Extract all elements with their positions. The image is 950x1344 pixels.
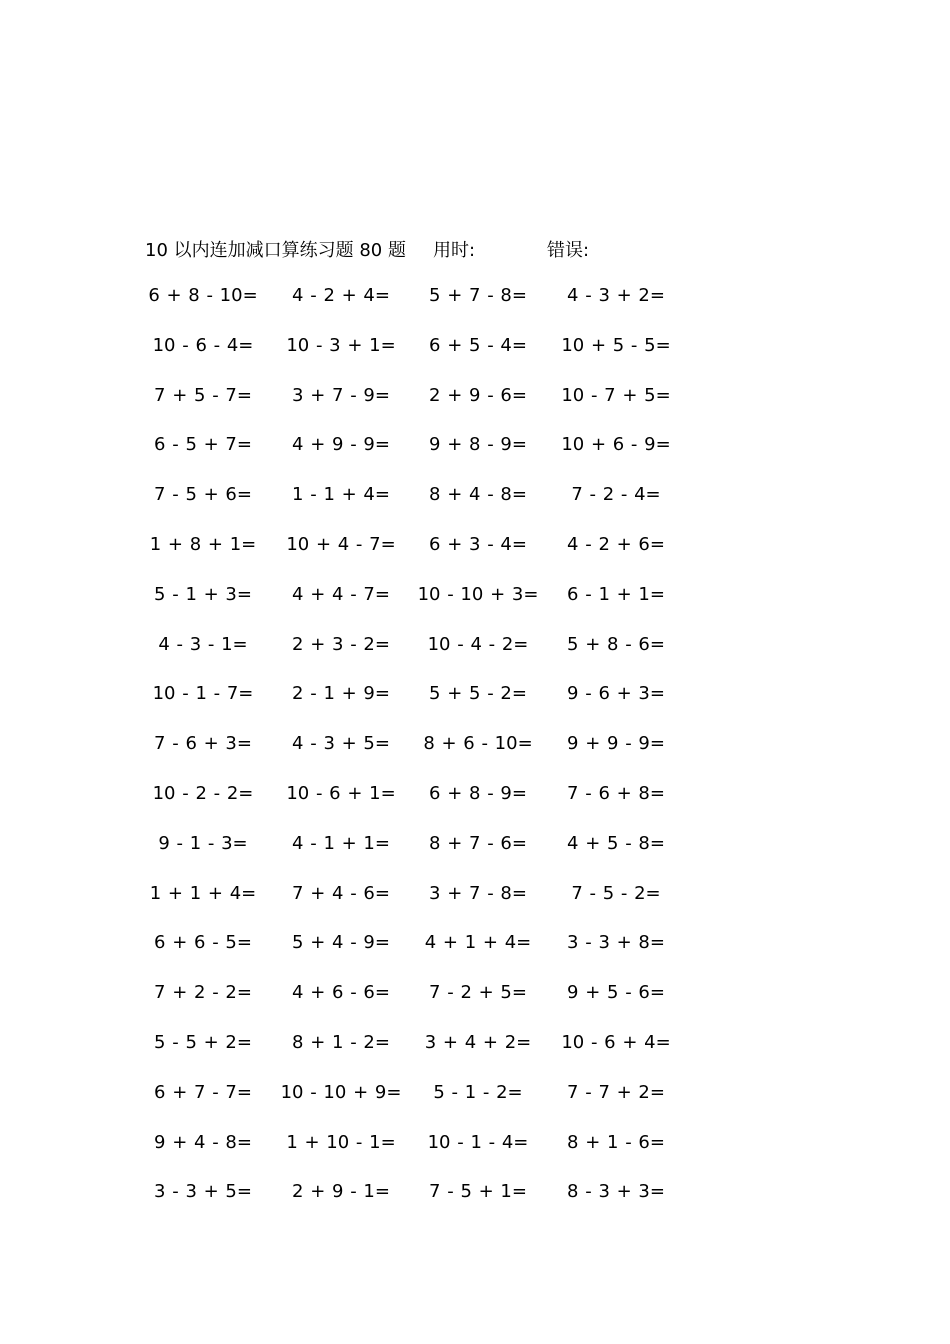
problem-row	[0, 335, 950, 385]
math-problem: 10 + 5 - 5=	[561, 334, 671, 356]
math-problem: 3 - 3 + 5=	[154, 1181, 252, 1203]
math-problem: 6 + 7 - 7=	[154, 1081, 252, 1103]
math-problem: 5 - 1 - 2=	[433, 1081, 523, 1103]
math-problem: 8 - 3 + 3=	[567, 1181, 665, 1203]
worksheet-header	[0, 236, 950, 264]
math-problem: 7 + 2 - 2=	[154, 982, 252, 1004]
math-problem: 9 - 6 + 3=	[567, 683, 665, 705]
math-problem: 6 + 8 - 10=	[148, 285, 258, 306]
math-problem: 7 + 5 - 7=	[154, 384, 252, 406]
math-problem: 6 + 3 - 4=	[429, 533, 527, 555]
math-problem: 2 - 1 + 9=	[292, 683, 390, 705]
math-problem: 9 - 1 - 3=	[158, 832, 248, 854]
math-problem: 6 + 8 - 9=	[429, 782, 527, 804]
math-problem: 10 - 10 + 9=	[280, 1081, 402, 1103]
math-problem: 1 + 1 + 4=	[149, 882, 257, 904]
math-problem: 1 + 10 - 1=	[286, 1131, 396, 1153]
math-problem: 10 + 6 - 9=	[561, 434, 671, 456]
problem-row	[0, 385, 950, 435]
problem-row	[0, 733, 950, 783]
math-problem: 3 + 7 - 8=	[429, 882, 527, 904]
problem-row	[0, 434, 950, 484]
math-problem: 7 - 5 - 2=	[571, 882, 661, 904]
math-problem: 4 + 1 + 4=	[424, 932, 532, 954]
math-problem: 10 - 2 - 2=	[152, 782, 254, 804]
math-problem: 7 + 4 - 6=	[292, 882, 390, 904]
problem-row	[0, 634, 950, 684]
math-problem: 10 - 10 + 3=	[417, 583, 539, 605]
math-problem: 6 + 6 - 5=	[154, 932, 252, 954]
math-problem: 8 + 1 - 2=	[292, 1031, 390, 1053]
problem-row	[0, 683, 950, 733]
math-problem: 8 + 6 - 10=	[423, 733, 533, 755]
problem-grid	[0, 285, 950, 1231]
problem-row	[0, 1032, 950, 1082]
math-problem: 4 + 9 - 9=	[292, 434, 390, 456]
math-problem: 10 - 1 - 7=	[152, 683, 254, 705]
math-problem: 9 + 9 - 9=	[567, 733, 665, 755]
math-problem: 3 + 4 + 2=	[424, 1031, 532, 1053]
problem-row	[0, 1132, 950, 1182]
problem-row	[0, 534, 950, 584]
math-problem: 9 + 4 - 8=	[154, 1131, 252, 1153]
math-problem: 1 + 8 + 1=	[149, 533, 257, 555]
math-problem: 6 - 5 + 7=	[154, 434, 252, 456]
math-problem: 9 + 8 - 9=	[429, 434, 527, 456]
math-problem: 8 + 4 - 8=	[429, 484, 527, 506]
math-problem: 10 - 6 - 4=	[152, 334, 254, 356]
math-problem: 1 - 1 + 4=	[292, 484, 390, 506]
problem-row	[0, 883, 950, 933]
problem-row	[0, 783, 950, 833]
math-problem: 5 + 5 - 2=	[429, 683, 527, 705]
math-problem: 4 - 3 - 1=	[158, 633, 248, 655]
math-problem: 10 - 7 + 5=	[561, 384, 671, 406]
problem-row	[0, 1082, 950, 1132]
math-problem: 10 - 4 - 2=	[427, 633, 529, 655]
math-problem: 10 - 1 - 4=	[427, 1131, 529, 1153]
math-problem: 7 - 2 + 5=	[429, 982, 527, 1004]
math-problem: 4 + 4 - 7=	[292, 583, 390, 605]
math-problem: 3 - 3 + 8=	[567, 932, 665, 954]
problem-row	[0, 982, 950, 1032]
math-problem: 7 - 5 + 6=	[154, 484, 252, 506]
problem-row	[0, 285, 950, 335]
math-problem: 7 - 7 + 2=	[567, 1081, 665, 1103]
math-problem: 5 - 5 + 2=	[154, 1031, 252, 1053]
math-problem: 5 - 1 + 3=	[154, 583, 252, 605]
math-problem: 4 + 6 - 6=	[292, 982, 390, 1004]
math-problem: 10 - 6 + 1=	[286, 782, 396, 804]
worksheet-title: 10 以内连加减口算练习题 80 题	[145, 240, 406, 261]
math-problem: 6 - 1 + 1=	[567, 583, 665, 605]
math-problem: 2 + 9 - 1=	[292, 1181, 390, 1203]
math-problem: 4 + 5 - 8=	[567, 832, 665, 854]
math-problem: 4 - 3 + 2=	[567, 285, 665, 306]
math-problem: 7 - 6 + 3=	[154, 733, 252, 755]
math-problem: 7 - 5 + 1=	[429, 1181, 527, 1203]
problem-row	[0, 584, 950, 634]
math-problem: 9 + 5 - 6=	[567, 982, 665, 1004]
math-problem: 3 + 7 - 9=	[292, 384, 390, 406]
math-problem: 5 + 7 - 8=	[429, 285, 527, 306]
math-problem: 4 - 2 + 6=	[567, 533, 665, 555]
problem-row	[0, 833, 950, 883]
math-problem: 10 - 6 + 4=	[561, 1031, 671, 1053]
math-problem: 8 + 1 - 6=	[567, 1131, 665, 1153]
math-problem: 7 - 2 - 4=	[571, 484, 661, 506]
math-problem: 6 + 5 - 4=	[429, 334, 527, 356]
math-problem: 7 - 6 + 8=	[567, 782, 665, 804]
problem-row	[0, 932, 950, 982]
math-problem: 5 + 8 - 6=	[567, 633, 665, 655]
math-problem: 4 - 3 + 5=	[292, 733, 390, 755]
math-problem: 4 - 1 + 1=	[292, 832, 390, 854]
math-problem: 2 + 3 - 2=	[292, 633, 390, 655]
math-problem: 10 - 3 + 1=	[286, 334, 396, 356]
time-used-label: 用时:	[433, 240, 476, 261]
problem-row	[0, 484, 950, 534]
problem-row	[0, 1181, 950, 1231]
math-problem: 5 + 4 - 9=	[292, 932, 390, 954]
errors-label: 错误:	[547, 240, 590, 261]
math-problem: 2 + 9 - 6=	[429, 384, 527, 406]
math-problem: 10 + 4 - 7=	[286, 533, 396, 555]
math-problem: 4 - 2 + 4=	[292, 285, 390, 306]
math-problem: 8 + 7 - 6=	[429, 832, 527, 854]
